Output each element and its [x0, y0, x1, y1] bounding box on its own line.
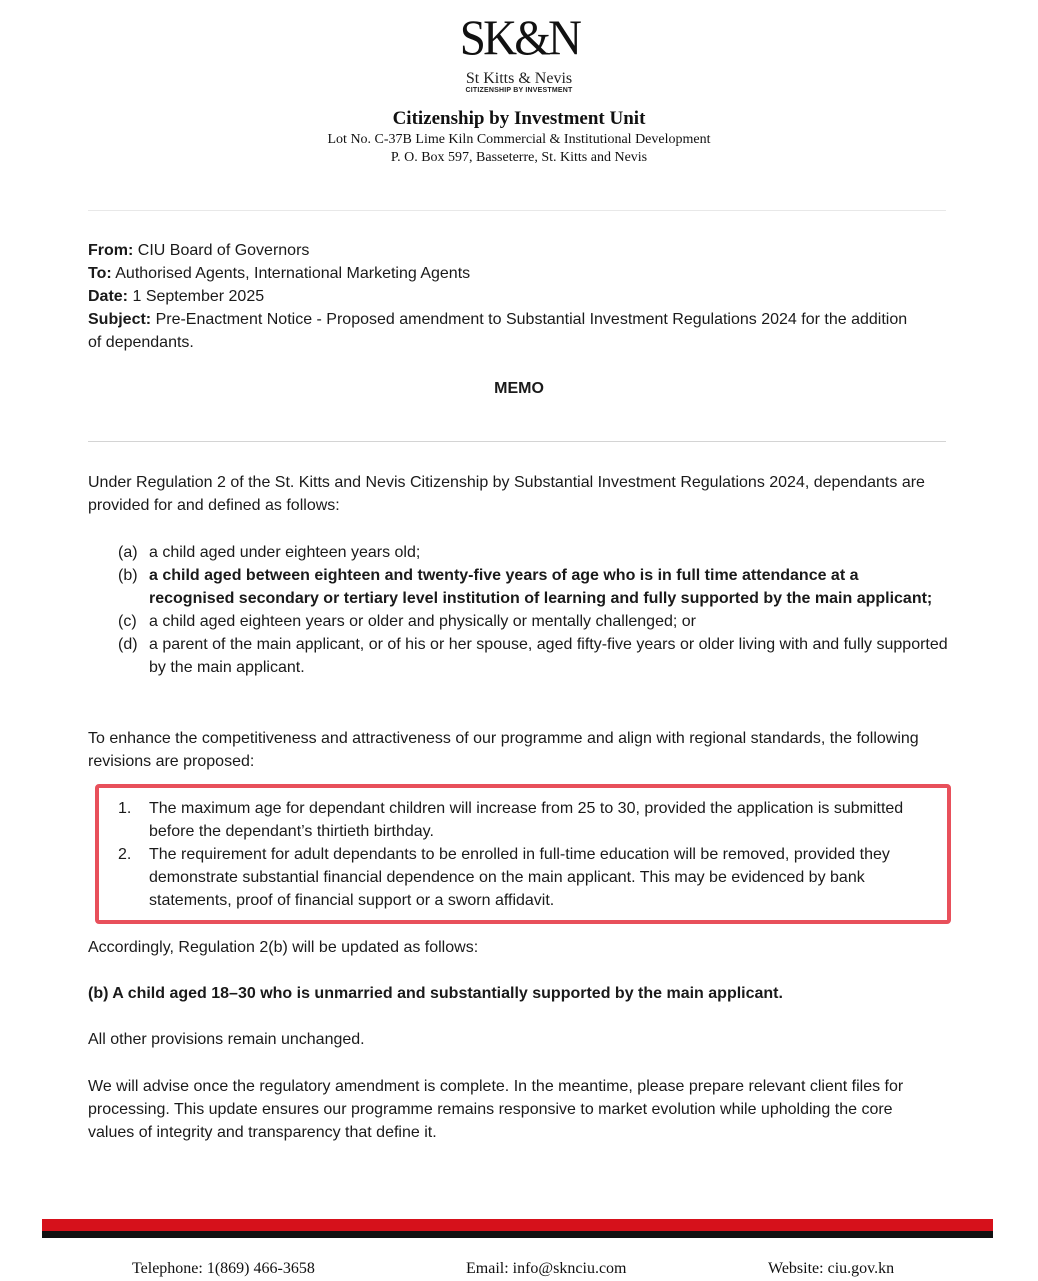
list-number: 1.	[118, 800, 132, 817]
from-value: CIU Board of Governors	[137, 242, 310, 259]
unit-block	[0, 107, 1038, 167]
to-line	[88, 262, 918, 285]
to-value: Authorised Agents, International Marketing Agents	[115, 265, 471, 282]
list-text: a child aged under eighteen years old;	[149, 544, 421, 561]
date-line	[88, 285, 918, 308]
list-text: a child aged eighteen years or older and physically or mentally challenged; or	[149, 613, 696, 630]
list-marker: (d)	[118, 636, 138, 653]
unit-name: Citizenship by Investment Unit	[392, 108, 646, 129]
accordingly-paragraph: Accordingly, Regulation 2(b) will be updated as follows:	[88, 939, 479, 956]
footer-red-bar	[42, 1219, 993, 1231]
subject-line	[88, 308, 918, 354]
updated-regulation: (b) A child aged 18–30 who is unmarried and substantially supported by the main applicant.	[88, 985, 783, 1002]
list-marker: (b)	[118, 567, 138, 584]
list-text: a parent of the main applicant, or of his or her spouse, aged fifty-five years or older living with and fully supported by the main applicant.	[149, 636, 948, 676]
list-marker: (c)	[118, 613, 137, 630]
footer-website: Website: ciu.gov.kn	[768, 1260, 895, 1277]
to-label: To:	[88, 265, 112, 282]
address-line-2: P. O. Box 597, Basseterre, St. Kitts and Nevis	[390, 150, 648, 165]
intro-paragraph: Under Regulation 2 of the St. Kitts and Nevis Citizenship by Substantial Investment Regulations 2024, dependants are provided for and defined as follows:	[88, 474, 925, 514]
footer-telephone: Telephone: 1(869) 466-3658	[132, 1260, 315, 1277]
logo-subtitle: St Kitts & Nevis	[465, 70, 573, 87]
list-text: The requirement for adult dependants to be enrolled in full-time education will be removed, provided they demonstrate substantial financial dependence on the main applicant. This may be evidenced by bank statements, proof of financial support or a sworn affidavit.	[149, 846, 890, 909]
closing-paragraph: We will advise once the regulatory amendment is complete. In the meantime, please prepare relevant client files for processing. This update ensures our programme remains responsive to market evolution while upholding the core values of integrity and transparency that define it.	[88, 1078, 904, 1141]
list-item	[118, 541, 948, 564]
list-item	[118, 843, 940, 912]
list-text: The maximum age for dependant children will increase from 25 to 30, provided the application is submitted before the dependant’s thirtieth birthday.	[149, 800, 904, 840]
logo-mark: SK&N	[459, 9, 579, 65]
from-label: From:	[88, 242, 134, 259]
date-value: 1 September 2025	[132, 288, 265, 305]
memo-title: MEMO	[494, 380, 544, 397]
list-text: a child aged between eighteen and twenty-five years of age who is in full time attendance at a recognised secondary or tertiary level institution of learning and fully supported by the main applicant;	[149, 567, 933, 607]
list-marker: (a)	[118, 544, 138, 561]
unchanged-paragraph: All other provisions remain unchanged.	[88, 1031, 365, 1048]
logo-tagline: CITIZENSHIP BY INVESTMENT	[465, 87, 573, 94]
date-label: Date:	[88, 288, 129, 305]
header-divider	[88, 210, 946, 211]
logo	[0, 8, 1038, 95]
subject-value: Pre-Enactment Notice - Proposed amendment to Substantial Investment Regulations 2024 for the addition of dependants.	[88, 311, 908, 351]
enhance-paragraph: To enhance the competitiveness and attractiveness of our programme and align with regional standards, the following revisions are proposed:	[88, 730, 919, 770]
footer-email: Email: info@sknciu.com	[466, 1260, 627, 1277]
from-line	[88, 239, 918, 262]
list-item	[118, 610, 948, 633]
subject-label: Subject:	[88, 311, 152, 328]
list-item	[118, 633, 948, 679]
footer-black-bar	[42, 1231, 993, 1238]
address-line-1: Lot No. C-37B Lime Kiln Commercial & Institutional Development	[327, 132, 711, 147]
body-divider	[88, 441, 946, 442]
list-number: 2.	[118, 846, 132, 863]
revisions-list	[118, 797, 940, 912]
definitions-list	[118, 541, 948, 679]
memo-header	[88, 239, 918, 354]
list-item	[118, 564, 948, 610]
list-item	[118, 797, 940, 843]
